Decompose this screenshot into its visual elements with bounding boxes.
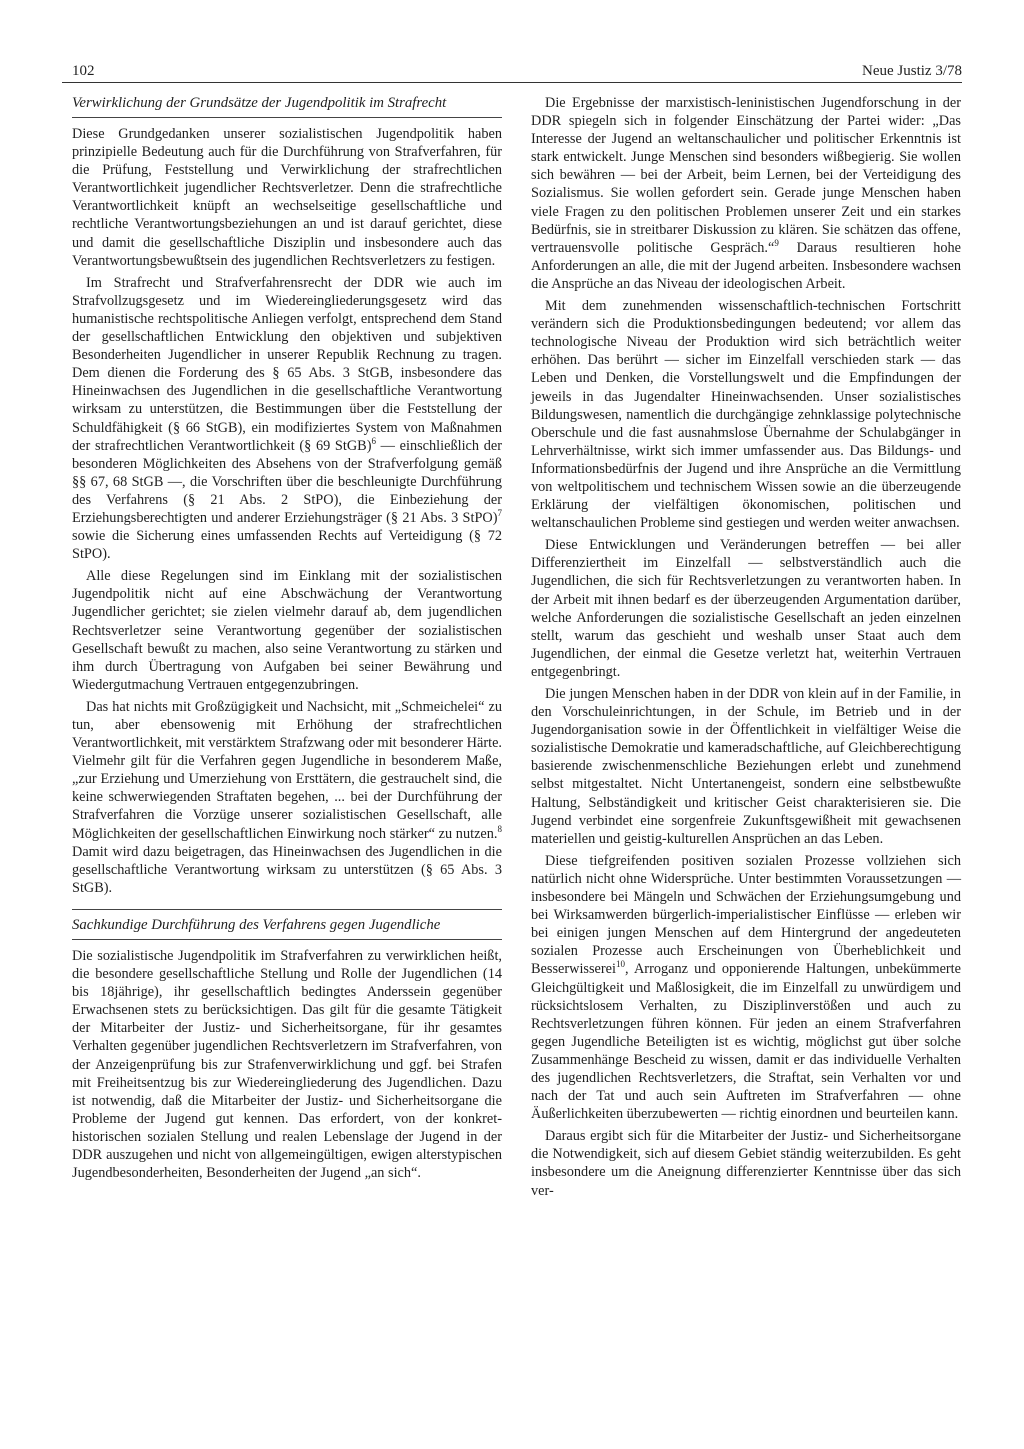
section-heading-principles: Verwirklichung der Grundsätze der Jugendpolitik im Strafrecht bbox=[72, 94, 502, 118]
journal-issue: Neue Justiz 3/78 bbox=[862, 63, 962, 79]
text-run: Diese tiefgreifenden positiven sozialen Prozesse vollziehen sich natürlich nicht ohne Widersprüche. Unter bestimmten Voraussetzungen — insbesondere bei Mängeln und Schwächen der Erziehungsumgebung und bei Wirksamwerden bürgerlich-imperialistischer Einflüsse — erleben wir bei einigen jungen Menschen auf dem Hintergrund der angedeuteten sozialen Prozesse auch Erscheinungen von Überheblichkeit und Besserwisserei bbox=[531, 852, 961, 978]
text-run: Das hat nichts mit Großzügigkeit und Nachsicht, mit „Schmeichelei“ zu tun, aber ebensowenig mit Erhöhung der strafrechtlichen Verantwortlichkeit, mit verstärktem Strafzwang oder mit besonderer Härte. Vielmehr gilt für die Verfahren gegen Jugendliche in besonderem Maße, „zur Erziehung und Umerziehung von Ersttätern, die gestrauchelt sind, die keine schwerwiegenden Straftaten begehen, ... bei der Durchführung der Strafverfahren die Vorzüge unserer sozialistischen Gesellschaft, alle Möglichkeiten der gesellschaftlichen Einwirkung noch stärker“ zu nutzen. bbox=[72, 698, 502, 842]
text-run: Daraus resultieren hohe Anforderungen an alle, die mit der Jugend arbeiten. Insbesondere wachsen die Ansprüche an das Niveau der ideologischen Arbeit. bbox=[531, 239, 961, 292]
text-run: , Arroganz und opponierende Haltungen, unbekümmerte Gleichgültigkeit und Maßlosigkeit, die im Einzelfall zu unwürdigem und rücksichtslosem Verhalten, zu Disziplinverstößen und auch zu Rechtsverletzungen führen können. Für jeden an einem Strafverfahren gegen Jugendliche Beteiligten ist es wichtig, möglichst gut über solche Zusammenhänge Bescheid zu wissen, damit er das individuelle Verhalten des jugendlichen Rechtsverletzers, die Straftat, sein Verhalten vor und nach der Tat und auch sein Auftreten im Strafverfahren — ohne Äußerlichkeiten überzubewerten — richtig einordnen und beurteilen kann. bbox=[531, 961, 961, 1123]
paragraph: Alle diese Regelungen sind im Einklang mit der sozialistischen Jugendpolitik nicht auf eine Abschwächung der Verantwortung Jugendlicher gerichtet; sie zielen vielmehr darauf ab, dem jugendlichen Rechtsverletzer seine Verantwortung gegenüber der sozialistischen Gesellschaft bewußt zu machen, also seine Verantwortung zu stärken und ihm durch Übertragung von Aufgaben bei seiner Bewährung und Wiedergutmachung Vertrauen entgegenzubringen. bbox=[72, 568, 502, 693]
paragraph: Daraus ergibt sich für die Mitarbeiter der Justiz- und Sicherheitsorgane die Notwendigkeit, sich auf diesem Gebiet ständig weiterzubilden. Es geht insbesondere um die Aneignung differenzierter Kenntnisse über das sich ver- bbox=[531, 1128, 961, 1199]
paragraph bbox=[531, 852, 961, 1123]
text-run: Damit wird dazu beigetragen, das Hineinwachsen des Jugendlichen in die gesellschaftliche Verantwortung wirksam zu unterstützen (§ 65 Abs. 3 StGB). bbox=[72, 843, 502, 896]
text-run: Im Strafrecht und Strafverfahrensrecht der DDR wie auch im Strafvollzugsgesetz und im Wiedereingliederungsgesetz wird das humanistische rechtspolitische Anliegen verfolgt, entsprechend dem Stand der gesellschaftlichen Entwicklung den objektiven und subjektiven Besonderheiten Jugendlicher in unserer Republik Rechnung zu tragen. Dem dienen die Forderung des § 65 Abs. 3 StGB, insbesondere das Hineinwachsen des Jugendlichen in die gesellschaftliche Verantwortung wirksam zu unterstützen, die Bestimmungen über die Feststellung der Schuldfähigkeit (§ 66 StGB), ein modifiziertes System von Maßnahmen der strafrechtlichen Verantwortlichkeit (§ 69 StGB) bbox=[72, 274, 502, 454]
left-column bbox=[72, 94, 502, 1186]
footnote-ref: 10 bbox=[615, 959, 625, 970]
paragraph: Diese Entwicklungen und Veränderungen betreffen — bei aller Differenziertheit im Einzelfall — selbstverständlich auch die Jugendlichen, die sich für Rechtsverletzungen zu verantworten haben. In der Arbeit mit ihnen bedarf es der überzeugenden Argumentation darüber, welche Anforderungen die sozialistische Gesellschaft an jeden einzelnen stellt, warum das geschieht und weshalb unser Staat auch dem Jugendlichen, der einmal die Gesetze verletzt hat, weiterhin Vertrauen entgegenbringt. bbox=[531, 537, 961, 680]
page-number: 102 bbox=[72, 63, 95, 79]
text-run: Die Ergebnisse der marxistisch-leninistischen Jugendforschung in der DDR spiegeln sich in folgender Einschätzung der Partei wider: „Das Interesse der Jugend an weltanschaulicher und politischer Erkenntnis ist stark entwickelt. Junge Menschen sind besonders wißbegierig. Sie wollen sich bewähren — bei der Arbeit, beim Lernen, bei der Verteidigung des Sozialismus. Sie wollen gefordert sein. Gerade junge Menschen haben viele Fragen zu den politischen Problemen unserer Zeit und ein starkes Bedürfnis, sie in streitbarer Diskussion zu klären. Sie schätzen das offene, vertrauensvolle politische Gespräch.“ bbox=[531, 95, 961, 256]
paragraph: Die jungen Menschen haben in der DDR von klein auf in der Familie, in den Vorschuleinrichtungen, in der Schule, im Betrieb und in der Jugendorganisation sowie in der Öffentlichkeit in vielfältiger Weise die sozialistische Demokratie und kameradschaftliche, auf Gleichberechtigung basierende zwischenmenschliche Beziehungen erlebt und zunehmend selbst mitgestaltet. Nicht Untertanengeist, sondern eine selbstbewußte Haltung, Selbständigkeit und kritischer Geist charakterisieren sie. Die Jugend verbindet eine sorgenfreie Zukunftsgewißheit mit gewachsenen materiellen und geistig-kulturellen Ansprüchen an das Leben. bbox=[531, 686, 961, 847]
footnote-ref: 8 bbox=[497, 823, 502, 834]
right-column bbox=[531, 94, 961, 1204]
page-header bbox=[62, 60, 962, 83]
paragraph bbox=[72, 274, 502, 564]
footnote-ref: 9 bbox=[774, 237, 779, 248]
text-run: — einschließlich der besonderen Möglichkeiten des Absehens von der Strafverfolgung gemäß §§ 67, 68 StGB —, die Vorschriften über die beschleunigte Durchführung des Verfahrens (§ 21 Abs. 2 StPO), die Einbeziehung der Erziehungsberechtigten und anderer Erziehungsträger (§ 21 Abs. 3 StPO) bbox=[72, 437, 502, 526]
paragraph: Die sozialistische Jugendpolitik im Strafverfahren zu verwirklichen heißt, die besondere gesellschaftliche Stellung und Rolle der Jugendlichen (14 bis 18jährige), ihr gesellschaftlich bedingtes Anderssein gegenüber Erwachsenen stets zu berücksichtigen. Das gilt für die gesamte Tätigkeit der Mitarbeiter der Justiz- und Sicherheitsorgane, für ihr gesamtes Verhalten gegenüber jugendlichen Rechtsverletzern im Strafverfahren, von der Anzeigenprüfung bis zur Strafenverwirklichung und ggf. bei Strafen mit Freiheitsentzug bis zur Wiedereingliederung des Jugendlichen. Dazu ist notwendig, daß die Mitarbeiter der Justiz- und Sicherheitsorgane die Probleme der Jugend gut kennen. Das erfordert, von der konkret-historischen sozialen Stellung und realen Lebenslage der Jugend in der DDR auszugehen und nicht von allgemeingültigen, ewigen alterstypischen Jugendbesonderheiten, Besonderheiten der Jugend „an sich“. bbox=[72, 947, 502, 1182]
footnote-ref: 6 bbox=[371, 435, 376, 446]
footnote-ref: 7 bbox=[497, 508, 502, 519]
paragraph bbox=[72, 698, 502, 897]
paragraph: Mit dem zunehmenden wissenschaftlich-technischen Fortschritt verändern sich die Produktionsbedingungen bedeutend; vor allem das technologische Niveau der Produktion wird sich beträchtlich weiter erhöhen. Das berührt — sicher im Einzelfall verschieden stark — das Leben und Denken, die Vorstellungswelt und die Empfindungen der jeweils in das Jugendalter Hineinwachsenden. Unser sozialistisches Bildungswesen, namentlich die durchgängige zehnklassige polytechnische Oberschule und die fast ausnahmslose Übernahme der Schulabgänger in Lehrverhältnisse, wirkt sich immer umfassender aus. Das Bildungs- und Informationsbedürfnis der Jugend und ihre Ansprüche an die Vermittlung von weltpolitischem und technischem Wissen sowie an die überzeugende Erklärung der vielfältigen ökonomischen, politischen und weltanschaulichen Probleme sind gestiegen und werden weiter anwachsen. bbox=[531, 298, 961, 532]
section-heading-procedure: Sachkundige Durchführung des Verfahrens gegen Jugendliche bbox=[72, 909, 502, 940]
text-run: sowie die Sicherung eines umfassenden Rechts auf Verteidigung (§ 72 StPO). bbox=[72, 528, 502, 563]
paragraph: Diese Grundgedanken unserer sozialistischen Jugendpolitik haben prinzipielle Bedeutung auch für die Durchführung von Strafverfahren, für die Prüfung, Feststellung und Verwirklichung der strafrechtlichen Verantwortlichkeit jugendlicher Rechtsverletzer. Denn die strafrechtliche Verantwortlichkeit knüpft an wechselseitige gesellschaftliche und rechtliche Verantwortungsbeziehungen an und ist darauf gerichtet, diese und damit die gesellschaftliche Disziplin und insbesondere auch das Verantwortungsbewußtsein des jugendlichen Rechtsverletzers zu festigen. bbox=[72, 126, 502, 269]
paragraph bbox=[531, 94, 961, 293]
